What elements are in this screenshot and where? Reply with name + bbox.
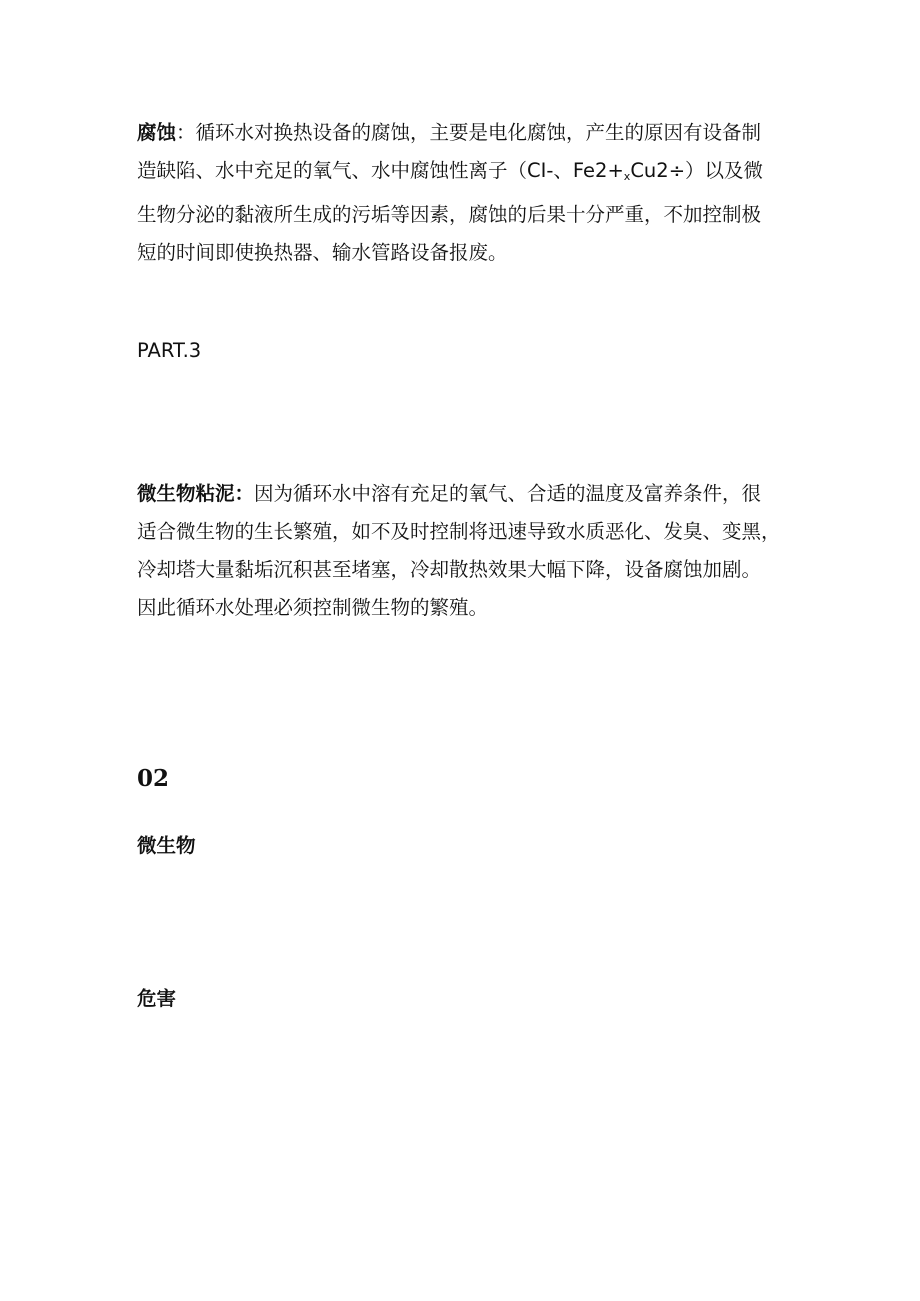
corrosion-term: 腐蚀 [137, 121, 177, 144]
slime-line-1 [137, 475, 817, 513]
slime-line-4: 因此循环水处理必须控制微生物的繁殖。 [137, 596, 489, 619]
slime-paragraph [137, 475, 817, 627]
heading-hazard: 危害 [137, 987, 177, 1010]
section-number: 02 [137, 765, 170, 792]
corrosion-paragraph [137, 114, 817, 272]
heading-microbes: 微生物 [137, 834, 196, 857]
slime-line-3: 冷却塔大量黏垢沉积甚至堵塞，冷却散热效果大幅下降，设备腐蚀加剧。 [137, 558, 762, 581]
corrosion-line-4: 短的时间即使换热器、输水管路设备报废。 [137, 241, 508, 264]
corrosion-line-3: 生物分泌的黏液所生成的污垢等因素，腐蚀的后果十分严重，不加控制极 [137, 203, 762, 226]
corrosion-text-2a: 造缺陷、水中充足的氧气、水中腐蚀性离子（CI-、Fe2+ [137, 159, 624, 182]
corrosion-line-2 [137, 152, 817, 196]
slime-text-1: 因为循环水中溶有充足的氧气、合适的温度及富养条件，很 [254, 482, 762, 505]
corrosion-text-1: ：循环水对换热设备的腐蚀，主要是电化腐蚀，产生的原因有设备制 [176, 121, 762, 144]
corrosion-text-2b: Cu2÷）以及微 [630, 159, 764, 182]
slime-line-2: 适合微生物的生长繁殖，如不及时控制将迅速导致水质恶化、发臭、变黑， [137, 520, 781, 543]
slime-term: 微生物粘泥： [137, 482, 255, 505]
part-label: PART.3 [137, 339, 202, 362]
corrosion-line-1 [137, 114, 817, 152]
corrosion-subscript: x [623, 170, 631, 183]
